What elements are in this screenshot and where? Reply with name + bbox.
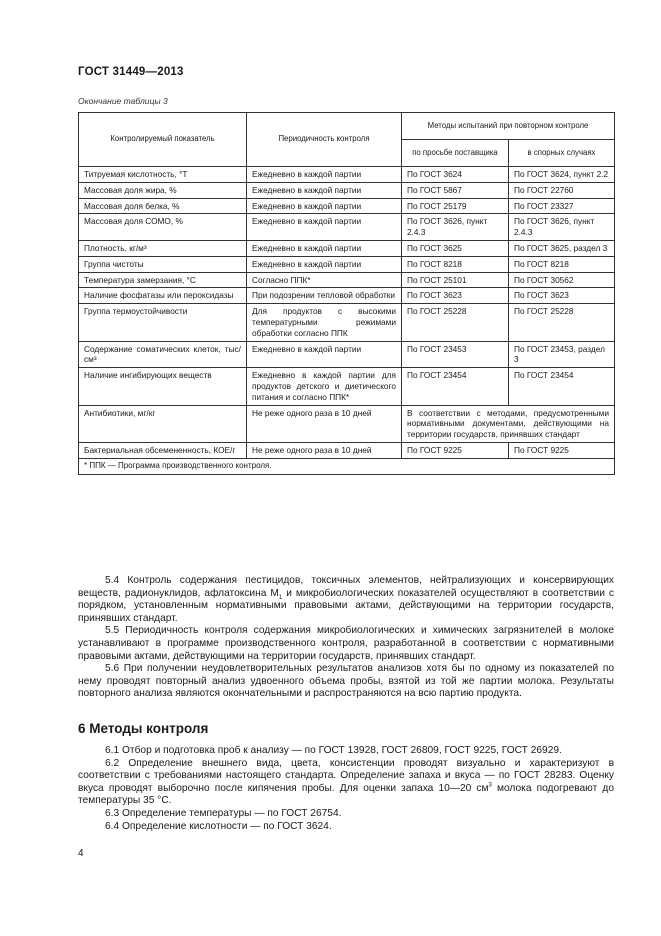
table-row [79, 256, 615, 272]
text-span: 6.2 Определение внешнего вида, цвета, консистенции проводят визуально и характеризуют в соответствии с требованиями настоящего стандарта. Определение запаха и вкуса — по ГОСТ 28283. Оценку вкуса проводят выборочно после кипячения пробы. Для оценки запаха 10—20 см [78, 757, 614, 794]
cell-frequency: Ежедневно в каждой партии [247, 341, 402, 368]
table-row [79, 214, 615, 241]
cell-disputes: По ГОСТ 3626, пункт 2.4.3 [509, 214, 615, 241]
header-supplier: по просьбе поставщика [402, 140, 509, 167]
table-footnote: * ППК — Программа производственного контроля. [79, 458, 615, 474]
cell-supplier: По ГОСТ 25101 [402, 272, 509, 288]
cell-indicator: Массовая доля жира, % [79, 182, 247, 198]
cell-disputes: По ГОСТ 3625, раздел 3 [509, 240, 615, 256]
table-row [79, 341, 615, 368]
paragraph-6-3: 6.3 Определение температуры — по ГОСТ 26754. [105, 807, 342, 819]
header-indicator: Контролируемый показатель [79, 113, 247, 167]
cell-indicator: Группа чистоты [79, 256, 247, 272]
cell-indicator: Наличие фосфатазы или пероксидазы [79, 288, 247, 304]
cell-indicator: Плотность, кг/м³ [79, 240, 247, 256]
paragraph-5-4 [78, 575, 614, 625]
text-span: и микробиологических показателей осуществляют в соответствии с порядком, установленным нормативными правовыми актами, действующими на территории государств, принявших стандарт. [78, 587, 614, 624]
cell-disputes: По ГОСТ 8218 [509, 256, 615, 272]
text-span: молока подогревают до температуры 35 °С. [78, 782, 614, 807]
cell-supplier: По ГОСТ 5867 [402, 182, 509, 198]
table-row [79, 442, 615, 458]
cell-disputes: По ГОСТ 22760 [509, 182, 615, 198]
header-methods: Методы испытаний при повторном контроле [402, 113, 615, 140]
cell-disputes: По ГОСТ 9225 [509, 442, 615, 458]
table-row [79, 405, 615, 442]
cell-frequency: При подозрении тепловой обработки [247, 288, 402, 304]
header-frequency: Периодичность контроля [247, 113, 402, 167]
table-row [79, 240, 615, 256]
cell-disputes: По ГОСТ 3623 [509, 288, 615, 304]
header-disputes: в спорных случаях [509, 140, 615, 167]
cell-frequency: Согласно ППК* [247, 272, 402, 288]
cell-indicator: Группа термоустойчивости [79, 304, 247, 341]
cell-indicator: Массовая доля СОМО, % [79, 214, 247, 241]
table-row [79, 167, 615, 183]
cell-indicator: Бактериальная обсемененность, КОЕ/г [79, 442, 247, 458]
cell-indicator: Наличие ингибирующих веществ [79, 368, 247, 405]
paragraph-6-2 [78, 758, 614, 808]
paragraph-6-1: 6.1 Отбор и подготовка проб к анализу — по ГОСТ 13928, ГОСТ 26809, ГОСТ 9225, ГОСТ 26929. [105, 745, 562, 756]
cell-supplier: По ГОСТ 3623 [402, 288, 509, 304]
paragraphs-6 [78, 745, 614, 833]
cell-supplier: По ГОСТ 3625 [402, 240, 509, 256]
cell-indicator: Содержание соматических клеток, тыс/см³ [79, 341, 247, 368]
cell-frequency: Ежедневно в каждой партии [247, 167, 402, 183]
table-footnote-row [79, 458, 615, 474]
table-row [79, 304, 615, 341]
cell-frequency: Для продуктов с высокими температурными режимами обработки согласно ППК [247, 304, 402, 341]
cell-indicator: Антибиотики, мг/кг [79, 405, 247, 442]
paragraph-6-4: 6.4 Определение кислотности — по ГОСТ 3624. [105, 820, 332, 832]
cell-frequency: Ежедневно в каждой партии [247, 214, 402, 241]
document-header: ГОСТ 31449—2013 [78, 66, 184, 78]
cell-frequency: Не реже одного раза в 10 дней [247, 405, 402, 442]
cell-supplier: По ГОСТ 8218 [402, 256, 509, 272]
table-row [79, 272, 615, 288]
cell-indicator: Массовая доля белка, % [79, 198, 247, 214]
superscript: 3 [488, 782, 492, 789]
cell-supplier: По ГОСТ 3624 [402, 167, 509, 183]
cell-disputes: По ГОСТ 3624, пункт 2.2 [509, 167, 615, 183]
cell-frequency: Ежедневно в каждой партии [247, 240, 402, 256]
text-span: 5.4 Контроль содержания пестицидов, токсичных элементов, нейтрализующих и консервирующих веществ, радионуклидов, афлатоксина M [78, 575, 614, 599]
cell-disputes: По ГОСТ 30562 [509, 272, 615, 288]
section-6-title: 6 Методы контроля [78, 721, 209, 736]
cell-frequency: Ежедневно в каждой партии [247, 182, 402, 198]
paragraph-5-6: 5.6 При получении неудовлетворительных результатов анализов хотя бы по одному из показателей по нему проводят повторный анализ удвоенного объема пробы, взятой из той же партии молока. Результаты повторного анализа являются окончательными и распространяются на всю партию продукта. [78, 663, 614, 700]
table-caption: Окончание таблицы 3 [78, 96, 168, 106]
cell-frequency: Ежедневно в каждой партии [247, 256, 402, 272]
cell-supplier: По ГОСТ 25228 [402, 304, 509, 341]
table-row [79, 182, 615, 198]
cell-methods-merged: В соответствии с методами, предусмотренными нормативными документами, действующими на территории государств, принявших стандарт [402, 405, 615, 442]
table-row [79, 288, 615, 304]
cell-supplier: По ГОСТ 3626, пункт 2.4.3 [402, 214, 509, 241]
page-number: 4 [78, 848, 84, 859]
cell-disputes: По ГОСТ 25228 [509, 304, 615, 341]
cell-frequency: Не реже одного раза в 10 дней [247, 442, 402, 458]
cell-frequency: Ежедневно в каждой партии для продуктов детского и диетического питания и согласно ППК* [247, 368, 402, 405]
cell-frequency: Ежедневно в каждой партии [247, 198, 402, 214]
cell-disputes: По ГОСТ 23327 [509, 198, 615, 214]
paragraphs-5 [78, 575, 614, 701]
cell-indicator: Титруемая кислотность, °Т [79, 167, 247, 183]
cell-indicator: Температура замерзания, °С [79, 272, 247, 288]
cell-disputes: По ГОСТ 23454 [509, 368, 615, 405]
paragraph-5-5: 5.5 Периодичность контроля содержания микробиологических и химических загрязнителей в молоке устанавливают в программе производственного контроля, разработанной в соответствии с нормативными правовыми актами, действующими на территории государств, принявших стандарт. [78, 625, 614, 662]
cell-supplier: По ГОСТ 9225 [402, 442, 509, 458]
subscript: 1 [278, 594, 283, 601]
cell-disputes: По ГОСТ 23453, раздел 3 [509, 341, 615, 368]
control-table [78, 112, 615, 475]
table-row [79, 198, 615, 214]
cell-supplier: По ГОСТ 23454 [402, 368, 509, 405]
table-row [79, 368, 615, 405]
cell-supplier: По ГОСТ 25179 [402, 198, 509, 214]
cell-supplier: По ГОСТ 23453 [402, 341, 509, 368]
